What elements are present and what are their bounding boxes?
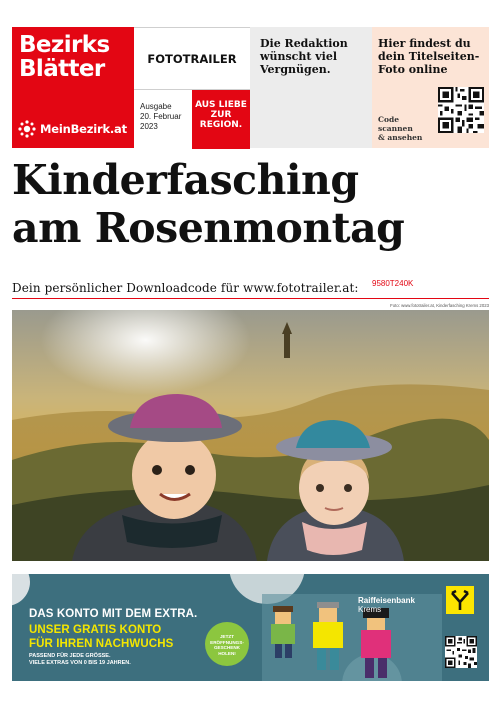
scan-hint-2: scannen xyxy=(378,124,413,133)
ad-qr-code-icon[interactable] xyxy=(445,636,477,668)
slogan-line-1: AUS LIEBE xyxy=(195,100,247,110)
scan-hint xyxy=(378,115,422,142)
badge-line-3: GESCHENK xyxy=(213,645,241,651)
issue-info xyxy=(134,90,192,149)
meinbezirk-brand xyxy=(18,120,127,138)
redaktion-line-2: wünscht viel xyxy=(260,50,338,63)
headline-line-2: am Rosenmontag xyxy=(12,204,405,252)
titelfoto-box xyxy=(372,27,489,148)
bezirksblaetter-logo[interactable] xyxy=(12,27,134,148)
bank-name-1: Raiffeisenbank xyxy=(358,596,415,605)
bank-name-2: Krems xyxy=(358,605,382,614)
badge-line-4: HOLEN! xyxy=(218,650,236,656)
ad-small-2: VIELE EXTRAS VON 0 BIS 19 JAHREN. xyxy=(29,660,131,666)
headline xyxy=(12,156,490,252)
ad-headline: DAS KONTO MIT DEM EXTRA. xyxy=(29,608,198,620)
titel-line-1: Hier findest du xyxy=(378,37,471,50)
raiffeisen-logo-icon xyxy=(446,586,474,614)
section-title: FOTOTRAILER xyxy=(134,28,250,90)
bank-name xyxy=(358,596,415,614)
divider xyxy=(12,298,489,299)
ad-offer-line-1: UNSER GRATIS KONTO xyxy=(29,624,162,636)
scan-hint-3: & ansehen xyxy=(378,133,423,142)
ad-small-1: PASSEND FÜR JEDE GRÖSSE. xyxy=(29,653,111,659)
scan-hint-1: Code xyxy=(378,115,399,124)
redaktion-line-3: Vergnügen. xyxy=(260,63,331,76)
issue-column xyxy=(134,27,250,148)
title-photo[interactable] xyxy=(12,310,489,561)
ad-offer xyxy=(29,623,173,651)
qr-code-icon[interactable] xyxy=(438,87,484,133)
logo-word-1: Bezirks xyxy=(19,32,110,58)
download-code[interactable]: 9580T240K xyxy=(372,279,414,288)
issue-year: 2023 xyxy=(140,122,158,131)
headline-line-1: Kinderfasching xyxy=(12,156,359,204)
issue-date: 20. Februar xyxy=(140,112,182,121)
ad-small-print xyxy=(29,653,131,667)
photo-credit: Foto: www.fototrailer.at, Kinderfasching Krems 2023 xyxy=(390,303,489,308)
slogan-line-3: REGION. xyxy=(199,120,243,130)
badge-line-1: JETZT xyxy=(219,634,235,639)
download-label: Dein persönlicher Downloadcode für www.fototrailer.at: xyxy=(12,281,359,295)
ad-offer-line-2: FÜR IHREN NACHWUCHS xyxy=(29,638,174,650)
issue-label: Ausgabe xyxy=(140,102,172,111)
logo-word-2: Blätter xyxy=(19,56,105,82)
masthead xyxy=(12,27,489,148)
redaktion-box xyxy=(250,27,372,148)
slogan-box xyxy=(192,90,250,149)
gift-badge[interactable] xyxy=(205,622,249,666)
redaktion-line-1: Die Redaktion xyxy=(260,37,348,50)
slogan-line-2: ZUR xyxy=(210,110,232,120)
meinbezirk-text: MeinBezirk.at xyxy=(40,122,127,136)
titel-line-2: dein Titelseiten- xyxy=(378,50,480,63)
badge-line-2: ERÖFFNUNGS- xyxy=(210,639,244,645)
raiffeisen-ad[interactable] xyxy=(12,574,489,681)
sun-icon xyxy=(18,120,36,138)
titel-line-3: Foto online xyxy=(378,63,448,76)
